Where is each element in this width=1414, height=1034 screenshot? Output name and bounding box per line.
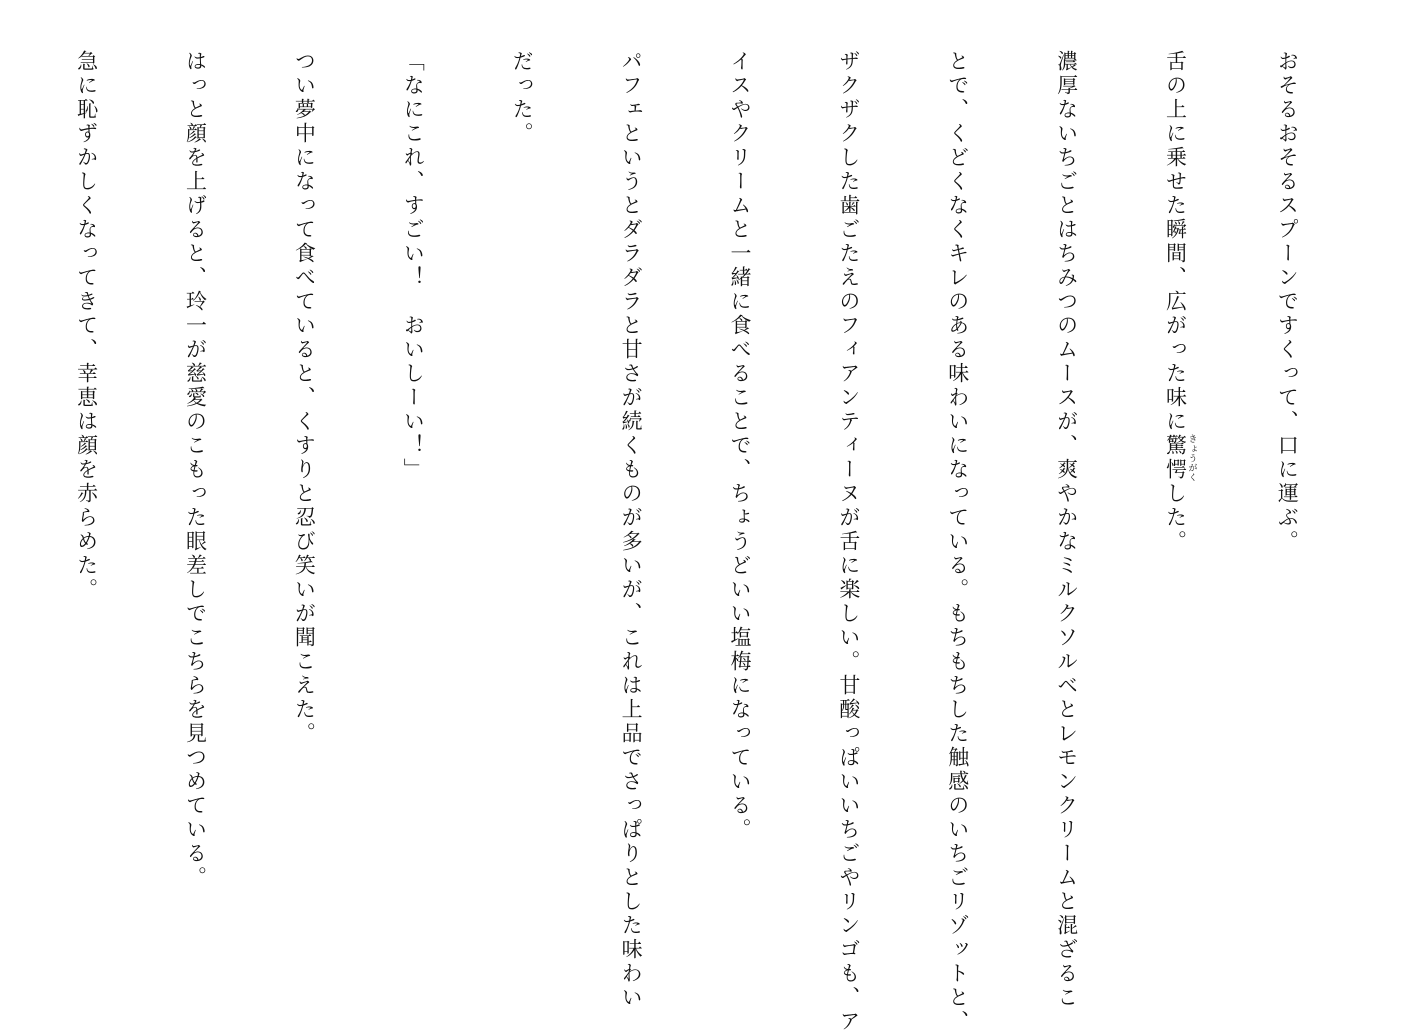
text-line: 急に恥ずかしくなってきて、幸恵は顔を赤らめた。 [74, 50, 99, 602]
ruby-line-after: した。 [1163, 482, 1188, 554]
ruby-line-before: 舌の上に乗せた瞬間、広がった味に [1163, 50, 1188, 434]
text-line: イスやクリームと一緒に食べることで、ちょうどいい塩梅になっている。 [727, 50, 752, 842]
text-line: とで、くどくなくキレのある味わいになっている。もちもちした触感のいちごリゾットと、 [945, 50, 970, 1034]
text-line: はっと顔を上げると、玲一が慈愛のこもった眼差しでこちらを見つめている。 [183, 50, 208, 890]
vertical-text-block [0, 50, 1378, 1034]
ruby-base: 驚愕 [1163, 434, 1188, 482]
ruby-reading: きょうがく [1186, 434, 1197, 482]
text-line: つい夢中になって食べていると、くすりと忍び笑いが聞こえた。 [292, 50, 317, 746]
text-line-with-ruby [1157, 50, 1196, 980]
text-line: 濃厚ないちごとはちみつのムースが、爽やかなミルクソルベとレモンクリームと混ざるこ [1054, 50, 1079, 1010]
text-line: おそるおそるスプーンですくって、口に運ぶ。 [1275, 50, 1300, 554]
text-line: パフェというとダラダラと甘さが続くものが多いが、これは上品でさっぱりとした味わい [619, 50, 644, 1010]
text-line: だった。 [510, 50, 535, 146]
text-line: ザクザクした歯ごたえのフィアンティーヌが舌に楽しい。甘酸っぱいいちごやリンゴも、ア [836, 50, 861, 1034]
ruby-word [1163, 434, 1197, 482]
text-line: 「なにこれ、すごい！ おいしーい！」 [401, 50, 426, 482]
